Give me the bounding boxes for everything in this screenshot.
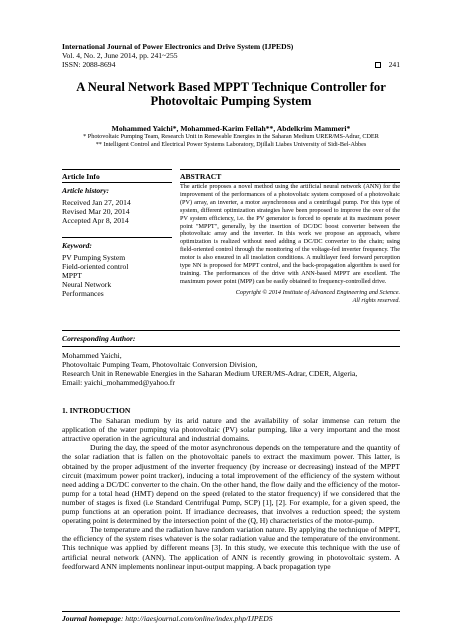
authors: Mohammed Yaichi*, Mohammed-Karim Fellah**, Abdelkrim Mammeri* <box>111 124 351 133</box>
abstract-text: The article proposes a novel method using the artificial neural network (ANN) for the improvement of the performances of a photovoltaic system composed of a photovoltaic (PV) array, an inverter, a motor asynchronous and a centrifugal pump. For this type of system, different optimization strategies have been proposed to improve the over of the PV system efficiency, i.e. the PV generator is forced to operate at its maximum power point "MPPT", generally, by the insertion of DC/DC boost converter between the photovoltaic array and the inverter. In this work we propose an approach, where optimization is realized without need adding a DC/DC converter to the chain; using field-oriented control through the monitoring of the voltage-fed inverter frequency. The motor is also ensured in all insolation conditions. A multilayer feed forward perception type NN is proposed for MPPT control, and the back-propagation algorithm is used for training. The performances of the drive with ANN-based MPPT are excellent. The maximum power point (MPP) can be easily obtained to frequency-controlled drive. <box>180 183 400 285</box>
title-line-2: Photovoltaic Pumping System <box>150 94 312 108</box>
journal-name: International Journal of Power Electronics and Drive System (IJPEDS) <box>62 42 294 51</box>
abstract-heading: ABSTRACT <box>180 172 222 181</box>
volume-info: Vol. 4, No. 2, June 2014, pp. 241~255 <box>62 51 178 60</box>
title-line-1: A Neural Network Based MPPT Technique Controller for <box>76 80 386 94</box>
affiliation-2: ** Intelligent Control and Electrical Power Systems Laboratory, Djillali Liabes University of Sidi-Bel-Abbes <box>95 141 367 148</box>
paragraph: The temperature and the radiation have random variation nature. By applying the technique of MPPT, the efficiency of the system rises whatever is the solar radiation value and the temperature of the environment. This technique was applied by different means [3]. In this study, we execute this technique with the use of artificial neural network (ANN). The application of ANN is recently growing in photovoltaic system. A feedforward ANN implements nonlinear input-output mapping. A back propagation type <box>62 525 400 571</box>
page-number-group <box>375 60 400 69</box>
revised-date: Revised Mar 20, 2014 <box>62 207 130 216</box>
article-info-heading: Article Info <box>62 172 100 181</box>
affiliations <box>62 133 400 149</box>
keyword-item: Performances <box>62 289 104 298</box>
corresponding-heading: Corresponding Author: <box>62 334 136 343</box>
keyword-item: Neural Network <box>62 280 112 289</box>
article-info <box>62 169 172 298</box>
page-footer <box>62 611 400 623</box>
copyright <box>180 289 400 305</box>
keyword-heading: Keyword: <box>62 241 92 250</box>
paragraph: During the day, the speed of the motor asynchronous depends on the temperature and the quantity of the solar radiation that is fallen on the photovoltaic panels to extract the maximum power. This latter, is obtained by the proper adjustment of the inverter frequency (by increase or decreasing) instead of the MPPT circuit (maximum power point tracker), inducing a total improvement of the efficiency of the system without need adding a DC/DC converter to the chain. On the other hand, the flow daily and the efficiency of the motor-pump for a total head (HMT) depend on the speed (related to the stator frequency) if we considered that the number of stages is fixed (i.e Standard Centrifugal Pump, SCP) [1], [2]. For example, for a given speed, the pump functions at an operation point. If irradiance decreases, that involves a reduction speed; the system operating point is determined by the intersection point of the (Q, H) characteristics of the motor-pump. <box>62 443 400 526</box>
journal-header <box>62 42 400 69</box>
square-icon <box>375 62 381 68</box>
paper-title <box>62 80 400 108</box>
keyword-item: Field-oriented control <box>62 262 129 271</box>
issn: ISSN: 2088-8694 <box>62 60 116 69</box>
author-team: Photovoltaic Pumping Team, Photovoltaic Conversion Division, <box>62 360 258 369</box>
introduction-section <box>62 406 400 571</box>
abstract <box>180 169 400 305</box>
section-heading: 1. INTRODUCTION <box>62 406 131 415</box>
history-heading: Article history: <box>62 186 110 195</box>
received-date: Received Jan 27, 2014 <box>62 198 131 207</box>
copyright-line-2: All rights reserved. <box>352 296 400 304</box>
author-unit: Research Unit in Renewable Energies in the Saharan Medium URER/MS-Adrar, CDER, Algeria, <box>62 369 358 378</box>
paragraph: The Saharan medium by its arid nature and the availability of solar immense can return the application of the water pumping via photovoltaic (PV) solar pumping, like a very important and the most attractive operation in the agricultural and industrial domains. <box>62 416 400 444</box>
homepage-url: : http://iaesjournal.com/online/index.php/IJPEDS <box>120 614 273 623</box>
keyword-item: MPPT <box>62 271 82 280</box>
corresponding-author <box>62 330 400 387</box>
author-email: Email: yaichi_mohammed@yahoo.fr <box>62 378 175 387</box>
homepage-label: Journal homepage <box>62 614 121 623</box>
keyword-item: PV Pumping System <box>62 253 126 262</box>
copyright-line-1: Copyright © 2014 Institute of Advanced Engineering and Science. <box>235 288 400 296</box>
author-name: Mohammed Yaichi, <box>62 351 122 360</box>
affiliation-1: * Photovoltaic Pumping Team, Research Unit in Renewable Energies in the Saharan Medium URER/MS-Adrar, CDER <box>83 133 379 140</box>
accepted-date: Accepted Apr 8, 2014 <box>62 216 129 225</box>
page-number: 241 <box>388 60 400 69</box>
